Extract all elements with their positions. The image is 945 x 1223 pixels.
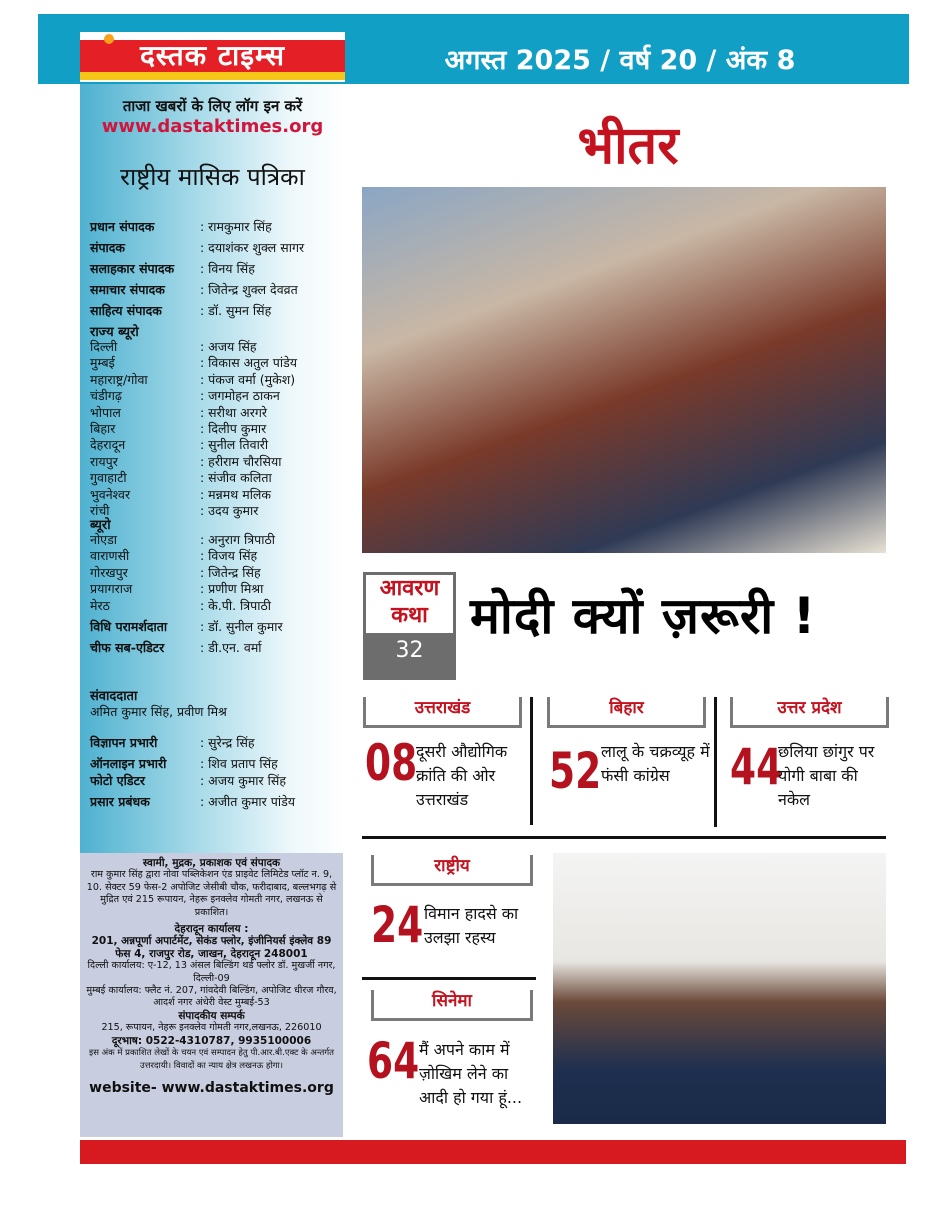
staff-row bbox=[90, 502, 340, 519]
staff-row bbox=[90, 531, 340, 548]
staff-role: प्रधान संपादक bbox=[90, 219, 155, 234]
staff-name: : सुरेन्द्र सिंह bbox=[200, 735, 255, 750]
staff-role: दिल्ली bbox=[90, 339, 118, 354]
staff-row bbox=[90, 793, 340, 810]
staff-row bbox=[90, 371, 340, 388]
staff-role: प्रयागराज bbox=[90, 581, 133, 597]
staff-row bbox=[90, 618, 340, 635]
staff-row bbox=[90, 486, 340, 503]
section-label: उत्तराखंड bbox=[363, 697, 522, 728]
divider bbox=[362, 836, 886, 839]
staff-role: भोपाल bbox=[90, 404, 121, 420]
section-heading: राज्य ब्यूरो bbox=[90, 325, 139, 340]
logo bbox=[80, 32, 345, 82]
staff-role: बिहार bbox=[90, 421, 116, 436]
staff-role: ऑनलाइन प्रभारी bbox=[90, 756, 167, 771]
divider bbox=[362, 977, 536, 980]
story-page-number[interactable]: 44 bbox=[730, 738, 783, 796]
staff-name: : विकास अतुल पांडेय bbox=[200, 355, 298, 371]
staff-name: : जितेन्द्र सिंह bbox=[200, 564, 261, 580]
staff-name: : उदय कुमार bbox=[200, 503, 259, 518]
story-title[interactable]: छलिया छांगुर पर योगी बाबा की नकेल bbox=[778, 742, 875, 809]
staff-name: : पंकज वर्मा (मुकेश) bbox=[200, 371, 296, 387]
issue-info: अगस्त 2025 / वर्ष 20 / अंक 8 bbox=[444, 45, 796, 76]
contact-title: संपादकीय सम्पर्क bbox=[178, 1009, 245, 1022]
imprint-body: राम कुमार सिंह द्वारा नोवा पब्लिकेशन एंड प्राइवेट लिमिटेड प्लॉट न. 9, 10. सेक्टर 59 फेस-2 अपोजिट जेसीबी चौक, फरीदाबाद, बल्लभगढ़ से मुद्रित एवं 215 रूपायन, नेहरू इनक्लेव गोमती नगर, लखनऊ से प्रकाशित। bbox=[86, 869, 337, 918]
story-title[interactable]: लालू के चक्रव्यूह में फंसी कांग्रेस bbox=[601, 742, 710, 785]
staff-row bbox=[90, 580, 340, 597]
staff-name: : संजीव कलिता bbox=[200, 470, 272, 486]
story-title[interactable]: दूसरी औद्योगिक क्रांति की ओर उत्तराखंड bbox=[416, 742, 508, 809]
staff-role: महाराष्ट्र/गोवा bbox=[90, 371, 148, 387]
imprint-title: स्वामी, मुद्रक, प्रकाशक एवं संपादक bbox=[142, 857, 281, 869]
staff-row bbox=[90, 755, 340, 772]
staff-name: : दयाशंकर शुक्ल सागर bbox=[200, 240, 305, 255]
staff-name: : सरीथा अरगरे bbox=[200, 404, 267, 420]
staff-row bbox=[90, 218, 340, 235]
staff-row bbox=[90, 597, 340, 614]
staff-name: : रामकुमार सिंह bbox=[200, 219, 272, 234]
staff-name: : अनुराग त्रिपाठी bbox=[200, 532, 276, 547]
staff-name: : सुनील तिवारी bbox=[200, 437, 269, 453]
staff-role: गोरखपुर bbox=[90, 564, 128, 580]
staff-role: नोएडा bbox=[90, 532, 118, 547]
section-label: उत्तर प्रदेश bbox=[730, 697, 889, 728]
delhi-address: दिल्ली कार्यालय: ए-12, 13 अंसल बिल्डिंग थर्ड फ्लोर डॉ. मुखर्जी नगर, दिल्ली-09 bbox=[87, 960, 336, 984]
staff-role: समाचार संपादक bbox=[90, 282, 165, 297]
cover-label: आवरण कथा bbox=[366, 575, 453, 633]
staff-name: : जगमोहन ठाकन bbox=[200, 388, 280, 404]
staff-role: सलाहकार संपादक bbox=[90, 261, 175, 276]
footer-bar bbox=[80, 1140, 906, 1164]
imprint-box bbox=[80, 853, 343, 1137]
staff-role: फोटो एडिटर bbox=[90, 773, 146, 788]
section-label: सिनेमा bbox=[371, 990, 533, 1021]
staff-row bbox=[90, 420, 340, 437]
staff-row bbox=[90, 404, 340, 421]
cover-headline[interactable]: मोदी क्यों ज़रूरी ! bbox=[470, 587, 817, 645]
staff-row bbox=[90, 639, 340, 656]
story-page-number[interactable]: 64 bbox=[367, 1032, 420, 1090]
staff-role: साहित्य संपादक bbox=[90, 303, 162, 318]
staff-name: : शिव प्रताप सिंह bbox=[200, 756, 278, 771]
cover-page-number: 32 bbox=[395, 638, 424, 663]
staff-name: : विनय सिंह bbox=[200, 261, 255, 276]
contact-address: 215, रूपायन, नेहरू इनक्लेव गोमती नगर,लखनऊ, 226010 bbox=[101, 1022, 322, 1034]
staff-role: मेरठ bbox=[90, 597, 110, 613]
staff-role: रायपुर bbox=[90, 453, 118, 469]
staff-name: : डॉ. सुमन सिंह bbox=[200, 303, 272, 318]
staff-row bbox=[90, 281, 340, 298]
staff-name: : डी.एन. वर्मा bbox=[200, 640, 262, 655]
logo-sun-icon bbox=[104, 34, 114, 44]
dehradun-title: देहरादून कार्यालय : bbox=[174, 923, 249, 936]
divider bbox=[530, 697, 533, 825]
staff-role: चीफ सब-एडिटर bbox=[90, 640, 165, 655]
staff-row bbox=[90, 239, 340, 256]
staff-role: देहरादून bbox=[90, 437, 126, 453]
staff-name: : डॉ. सुनील कुमार bbox=[200, 619, 283, 634]
staff-role: वाराणसी bbox=[90, 548, 130, 564]
staff-role: गुवाहाटी bbox=[90, 470, 127, 486]
section-heading: ब्यूरो bbox=[90, 518, 111, 533]
story-page-number[interactable]: 24 bbox=[371, 896, 424, 954]
staff-name: : के.पी. त्रिपाठी bbox=[200, 597, 272, 613]
staff-role: संपादक bbox=[90, 240, 126, 255]
tagline: राष्ट्रीय मासिक पत्रिका bbox=[120, 163, 305, 191]
logo-text: दस्तक टाइम्स bbox=[80, 40, 345, 72]
staff-row bbox=[90, 260, 340, 277]
staff-row bbox=[90, 564, 340, 581]
staff-role: मुम्बई bbox=[90, 355, 115, 371]
staff-row bbox=[90, 469, 340, 486]
contents-title: भीतर bbox=[577, 116, 679, 176]
divider bbox=[714, 697, 717, 827]
staff-row bbox=[90, 772, 340, 789]
staff-row bbox=[90, 354, 340, 371]
story-page-number[interactable]: 52 bbox=[549, 742, 602, 800]
logo-stripe bbox=[80, 72, 345, 80]
phone: दूरभाष: 0522-4310787, 9935100006 bbox=[111, 1034, 312, 1047]
staff-row bbox=[90, 387, 340, 404]
staff-name: : दिलीप कुमार bbox=[200, 421, 267, 436]
actor-photo bbox=[553, 853, 886, 1124]
correspondents: अमित कुमार सिंह, प्रवीण मिश्र bbox=[90, 704, 227, 719]
story-title[interactable]: विमान हादसे का उलझा रहस्य bbox=[424, 904, 519, 947]
staff-role: विज्ञापन प्रभारी bbox=[90, 735, 158, 750]
section-heading: संवाददाता bbox=[90, 689, 138, 704]
staff-row bbox=[90, 453, 340, 470]
staff-row bbox=[90, 302, 340, 319]
mumbai-address: मुम्बई कार्यालय: फ्लैट नं. 207, गांवदेवी बिल्डिंग, अपोजिट धीरज गौरव, आदर्श नगर अंधेरी वेस्ट मुम्बई-53 bbox=[86, 985, 337, 1009]
staff-row bbox=[90, 436, 340, 453]
section-label: राष्ट्रीय bbox=[371, 855, 533, 886]
imprint-website[interactable]: website- www.dastaktimes.org bbox=[89, 1079, 334, 1096]
staff-role: प्रसार प्रबंधक bbox=[90, 794, 150, 809]
staff-role: भुवनेश्वर bbox=[90, 486, 131, 502]
cover-photo bbox=[362, 187, 886, 553]
staff-row bbox=[90, 338, 340, 355]
staff-name: : मन्नमथ मलिक bbox=[200, 486, 272, 502]
website-link[interactable]: www.dastaktimes.org bbox=[101, 116, 324, 137]
login-prompt: ताजा खबरों के लिए लॉग इन करें bbox=[122, 97, 303, 115]
staff-row bbox=[90, 547, 340, 564]
staff-role: रांची bbox=[90, 503, 110, 518]
staff-name: : अजीत कुमार पांडेय bbox=[200, 794, 296, 809]
staff-role: चंडीगढ़ bbox=[90, 388, 122, 404]
staff-name: : हरीराम चौरसिया bbox=[200, 453, 282, 469]
story-title[interactable]: मैं अपने काम में ज़ोखिम लेने का आदी हो गया हूं... bbox=[419, 1040, 523, 1107]
cover-story-badge[interactable] bbox=[363, 572, 456, 680]
staff-name: : जितेन्द्र शुक्ल देवव्रत bbox=[200, 282, 298, 297]
legal-note: इस अंक में प्रकाशित लेखों के चयन एवं सम्पादन हेतु पी.आर.बी.एक्ट के अन्तर्गत उत्तरदायी। विवादों का न्याय क्षेत्र लखनऊ होगा। bbox=[89, 1048, 334, 1071]
story-page-number[interactable]: 08 bbox=[365, 734, 418, 792]
staff-name: : प्रणीण मिश्रा bbox=[200, 581, 264, 597]
dehradun-address: 201, अन्नपूर्णा अपार्टमेंट, सेकंड फ्लोर, इंजीनियर्स इंक्लेव 89 फेस 4, राजपुर रोड, जाखन, देहरादून 248001 bbox=[91, 935, 332, 960]
staff-name: : विजय सिंह bbox=[200, 548, 258, 564]
section-label: बिहार bbox=[547, 697, 706, 728]
staff-row bbox=[90, 734, 340, 751]
staff-name: : अजय कुमार सिंह bbox=[200, 773, 286, 788]
staff-role: विधि परामर्शदाता bbox=[90, 619, 168, 634]
staff-name: : अजय सिंह bbox=[200, 339, 257, 354]
